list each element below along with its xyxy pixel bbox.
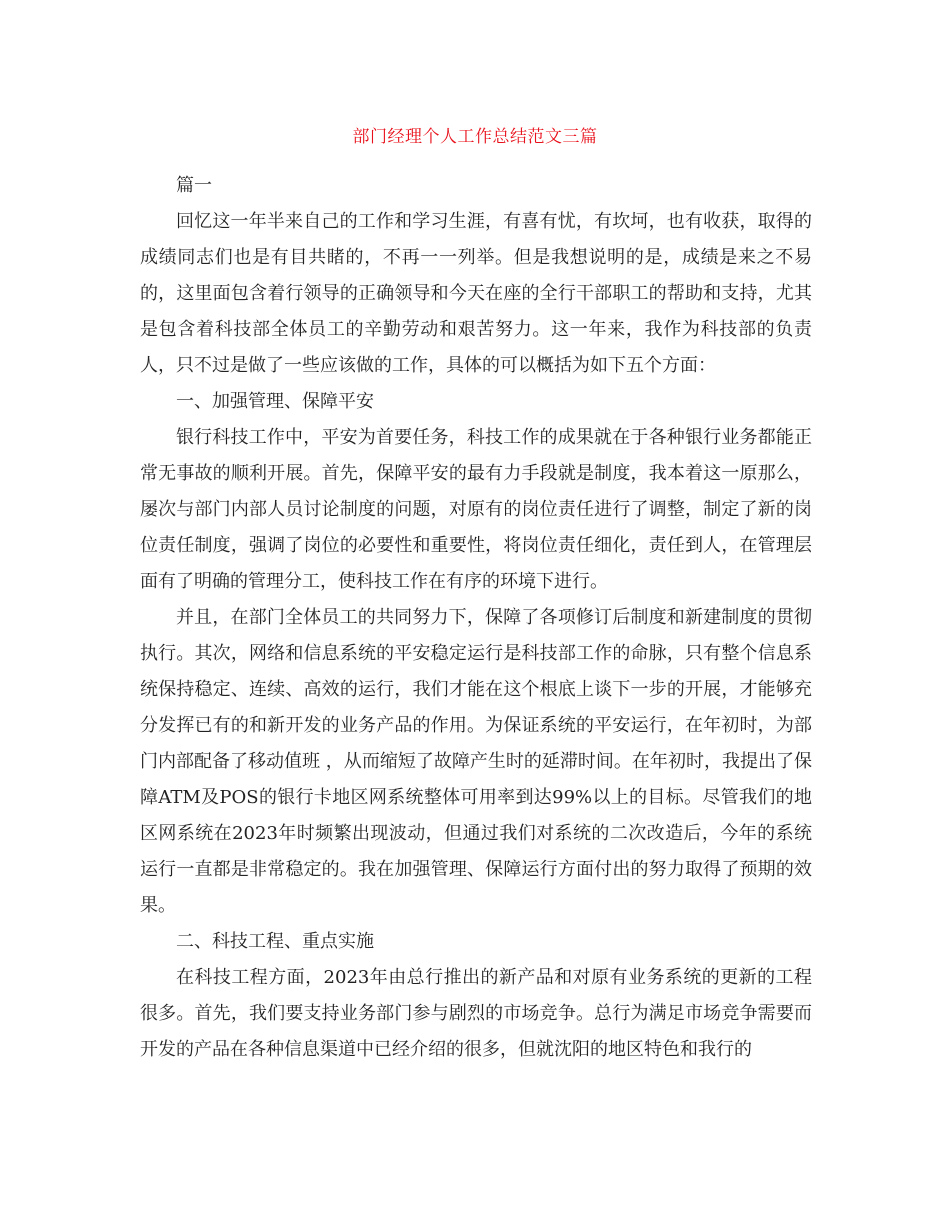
document-body <box>140 168 812 1068</box>
section-heading: 一、加强管理、保障平安 <box>176 391 374 412</box>
section-label: 篇一 <box>176 175 212 196</box>
body-paragraph: 并且，在部门全体员工的共同努力下，保障了各项修订后制度和新建制度的贯彻执行。其次，网络和信息系统的平安稳定运行是科技部工作的命脉，只有整个信息系统保持稳定、连续、高效的运行，我们才能在这个根底上谈下一步的开展，才能够充分发挥已有的和新开发的业务产品的作用。为保证系统的平安运行，在年初时，为部门内部配备了移动值班 ，从而缩短了故障产生时的延滞时间。在年初时，我提出了保障ATM及POS的银行卡地区网系统整体可用率到达99%以上的目标。尽管我们的地区网系统在2023年时频繁出现波动，但通过我们对系统的二次改造后，今年的系统运行一直都是非常稳定的。我在加强管理、保障运行方面付出的努力取得了预期的效果。 <box>140 607 812 916</box>
document-title: 部门经理个人工作总结范文三篇 <box>352 127 598 147</box>
body-paragraph: 回忆这一年半来自己的工作和学习生涯，有喜有忧，有坎坷，也有收获，取得的成绩同志们也是有目共睹的，不再一一列举。但是我想说明的是，成绩是来之不易的，这里面包含着行领导的正确领导和今天在座的全行干部职工的帮助和支持，尤其是包含着科技部全体员工的辛勤劳动和艰苦努力。这一年来，我作为科技部的负责人，只不过是做了一些应该做的工作，具体的可以概括为如下五个方面： <box>140 211 812 376</box>
body-paragraph: 在科技工程方面，2023年由总行推出的新产品和对原有业务系统的更新的工程很多。首先，我们要支持业务部门参与剧烈的市场竞争。总行为满足市场竞争需要而开发的产品在各种信息渠道中已经介绍的很多，但就沈阳的地区特色和我行的 <box>140 967 812 1060</box>
section-heading: 二、科技工程、重点实施 <box>176 931 374 952</box>
body-paragraph: 银行科技工作中，平安为首要任务，科技工作的成果就在于各种银行业务都能正常无事故的顺利开展。首先，保障平安的最有力手段就是制度，我本着这一原那么，屡次与部门内部人员讨论制度的问题，对原有的岗位责任进行了调整，制定了新的岗位责任制度，强调了岗位的必要性和重要性，将岗位责任细化，责任到人，在管理层面有了明确的管理分工，使科技工作在有序的环境下进行。 <box>140 427 812 592</box>
